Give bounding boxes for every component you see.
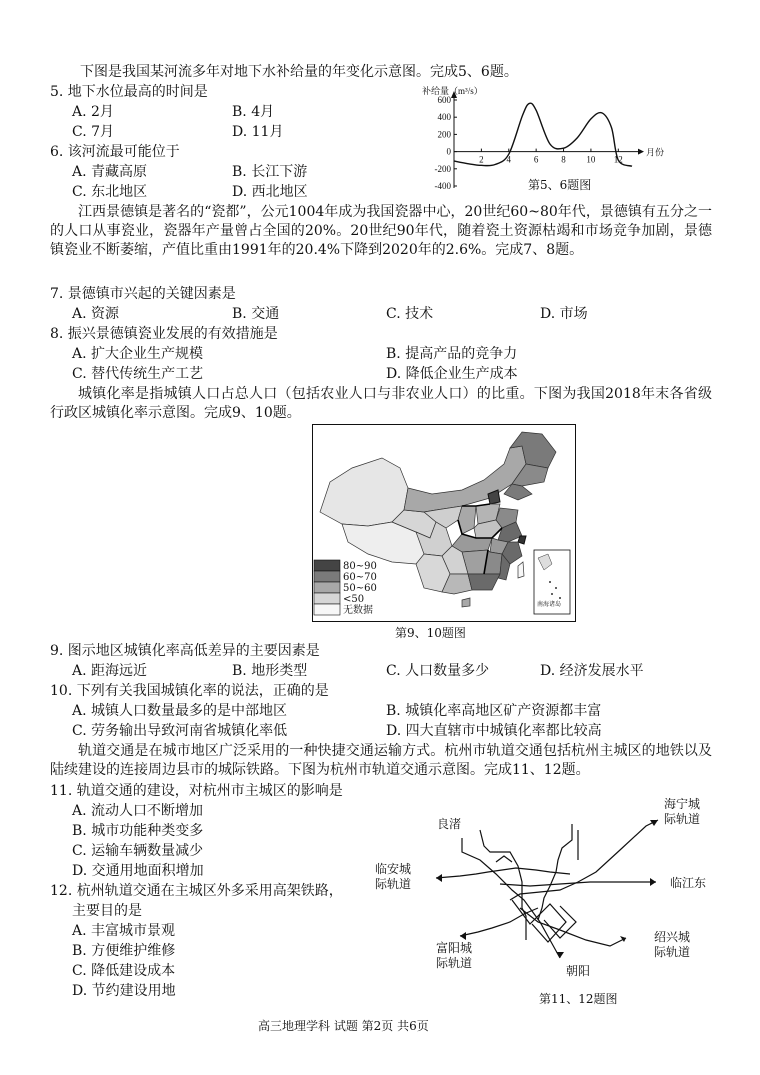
y-tick-label: 0	[446, 146, 451, 157]
q7-option-c[interactable]: C. 技术	[386, 306, 434, 322]
q11-option-a[interactable]: A. 流动人口不断增加	[72, 803, 204, 819]
legend-label-50-60: 50~60	[343, 583, 377, 594]
label-shaoxing-1: 绍兴城	[654, 930, 691, 944]
x-axis-unit: 月份	[646, 147, 665, 158]
transit-line-linan	[436, 868, 570, 878]
q8-option-c[interactable]: C. 替代传统生产工艺	[72, 366, 204, 382]
q9-option-c[interactable]: C. 人口数量多少	[386, 663, 490, 679]
passage-1112: 轨道交通是在城市地区广泛采用的一种快捷交通运输方式。杭州市轨道交通包括杭州主城区的地铁以及陆续建设的连接周边县市的城际铁路。下图为杭州市轨道交通示意图。完成11、12题。	[50, 743, 712, 778]
chart-caption: 第5、6题图	[528, 178, 592, 192]
map-region-hainan	[462, 598, 470, 607]
q8-option-d[interactable]: D. 降低企业生产成本	[386, 366, 518, 382]
transit-line-haining	[510, 820, 658, 900]
q6-option-b[interactable]: B. 长江下游	[232, 164, 308, 180]
legend-label-lt50: <50	[343, 594, 365, 605]
inset-label: 南海诸岛	[537, 601, 562, 608]
x-tick-label: 8	[561, 154, 566, 165]
q12-option-a[interactable]: A. 丰富城市景观	[72, 923, 176, 939]
q8-option-a[interactable]: A. 扩大企业生产规模	[72, 346, 204, 362]
q10-stem: 10. 下列有关我国城镇化率的说法，正确的是	[50, 683, 329, 699]
q9-option-a[interactable]: A. 距海远近	[72, 663, 148, 679]
legend-swatch-nodata	[314, 604, 340, 615]
q6-option-c[interactable]: C. 东北地区	[72, 184, 148, 200]
q12-option-b[interactable]: B. 方便维护维修	[72, 943, 176, 959]
legend-swatch-80-90	[314, 560, 340, 571]
label-linjiangdong: 临江东	[670, 876, 707, 890]
transit-line-1	[462, 838, 560, 958]
label-fuyang-1: 富阳城	[436, 941, 473, 955]
q11-option-d[interactable]: D. 交通用地面积增加	[72, 863, 204, 879]
map-caption: 第9、10题图	[395, 626, 466, 640]
q12-stem-cont: 主要目的是	[72, 903, 142, 919]
label-haining-2: 际轨道	[664, 812, 701, 826]
page-footer: 高三地理学科 试题 第2页 共6页	[258, 1019, 429, 1033]
y-tick-label: -400	[434, 181, 451, 191]
passage-78: 江西景德镇是著名的“瓷都”，公元1004年成为我国瓷器中心，20世纪60~80年代，景德镇有五分之一的人口从事瓷业，瓷器年产量曾占全国的20%。20世纪90年代，随着瓷土资源枯竭和市场竞争加剧，景德镇瓷业不断萎缩，产值比重由1991年的20.4%下降到2020年的2.6%。完成7、8题。	[50, 204, 712, 258]
station-liangzhu: 良渚	[437, 817, 462, 831]
passage-910: 城镇化率是指城镇人口占总人口（包括农业人口与非农业人口）的比重。下图为我国2018年末各省级行政区城镇化率示意图。完成9、10题。	[50, 386, 712, 421]
legend-label-60-70: 60~70	[343, 572, 377, 583]
label-linan-2: 际轨道	[375, 877, 412, 891]
q5-option-b[interactable]: B. 4月	[232, 104, 275, 120]
q8-option-b[interactable]: B. 提高产品的竞争力	[386, 346, 518, 362]
q5-option-d[interactable]: D. 11月	[232, 124, 284, 140]
y-tick-label: 200	[437, 129, 451, 140]
x-tick-label: 10	[586, 154, 596, 165]
x-tick-label: 4	[506, 154, 512, 165]
q9-stem: 9. 图示地区城镇化率高低差异的主要因素是	[50, 643, 320, 659]
x-tick-label: 6	[533, 154, 539, 165]
q7-option-d[interactable]: D. 市场	[540, 306, 588, 322]
q10-option-b[interactable]: B. 城镇化率高地区矿产资源都丰富	[386, 703, 602, 719]
y-axis-label: 补给量（m³/s）	[422, 86, 483, 96]
q12-stem: 12. 杭州轨道交通在主城区外多采用高架铁路，	[50, 883, 343, 899]
q12-option-c[interactable]: C. 降低建设成本	[72, 963, 176, 979]
q7-stem: 7. 景德镇市兴起的关键因素是	[50, 286, 236, 302]
q8-stem: 8. 振兴景德镇瓷业发展的有效措施是	[50, 326, 278, 342]
intro-56: 下图是我国某河流多年对地下水补给量的年变化示意图。完成5、6题。	[80, 64, 518, 80]
q10-option-c[interactable]: C. 劳务输出导致河南省城镇化率低	[72, 723, 288, 739]
q11-option-b[interactable]: B. 城市功能种类变多	[72, 823, 204, 839]
label-shaoxing-2: 际轨道	[654, 945, 691, 959]
q11-stem: 11. 轨道交通的建设，对杭州市主城区的影响是	[50, 783, 343, 799]
x-tick-label: 12	[613, 154, 623, 165]
q5-stem: 5. 地下水位最高的时间是	[50, 84, 208, 100]
y-tick-label: -200	[434, 163, 451, 174]
q7-option-a[interactable]: A. 资源	[72, 306, 120, 322]
x-axis-arrow	[638, 149, 644, 155]
q7-option-b[interactable]: B. 交通	[232, 306, 280, 322]
legend-swatch-60-70	[314, 571, 340, 582]
q6-stem: 6. 该河流最可能位于	[50, 144, 180, 160]
q11-option-c[interactable]: C. 运输车辆数量减少	[72, 843, 204, 859]
q12-option-d[interactable]: D. 节约建设用地	[72, 983, 176, 999]
y-tick-label: 600	[437, 95, 451, 105]
q6-option-d[interactable]: D. 西北地区	[232, 184, 308, 200]
legend-label-nodata: 无数据	[343, 605, 373, 616]
transit-line-5	[544, 906, 576, 938]
transit-line-east	[500, 882, 656, 886]
legend-swatch-lt50	[314, 593, 340, 604]
y-tick-label: 400	[437, 112, 451, 123]
map-region-shanghai	[518, 536, 526, 544]
q9-option-b[interactable]: B. 地形类型	[232, 663, 308, 679]
q5-option-a[interactable]: A. 2月	[72, 104, 114, 120]
label-haining-1: 海宁城	[664, 797, 701, 811]
map-legend	[314, 560, 340, 615]
station-zhaoyang: 朝阳	[566, 964, 591, 978]
q5-option-c[interactable]: C. 7月	[72, 124, 115, 140]
x-tick-label: 2	[479, 154, 484, 165]
q10-option-d[interactable]: D. 四大直辖市中城镇化率都比较高	[386, 723, 602, 739]
q6-option-a[interactable]: A. 青藏高原	[72, 164, 148, 180]
q10-option-a[interactable]: A. 城镇人口数量最多的是中部地区	[72, 703, 288, 719]
transit-caption: 第11、12题图	[539, 992, 618, 1006]
label-fuyang-2: 际轨道	[436, 956, 473, 970]
legend-label-80-90: 80~90	[343, 561, 377, 572]
transit-line-shaoxing	[520, 908, 626, 946]
q9-option-d[interactable]: D. 经济发展水平	[540, 663, 644, 679]
legend-swatch-50-60	[314, 582, 340, 593]
label-linan-1: 临安城	[375, 862, 412, 876]
